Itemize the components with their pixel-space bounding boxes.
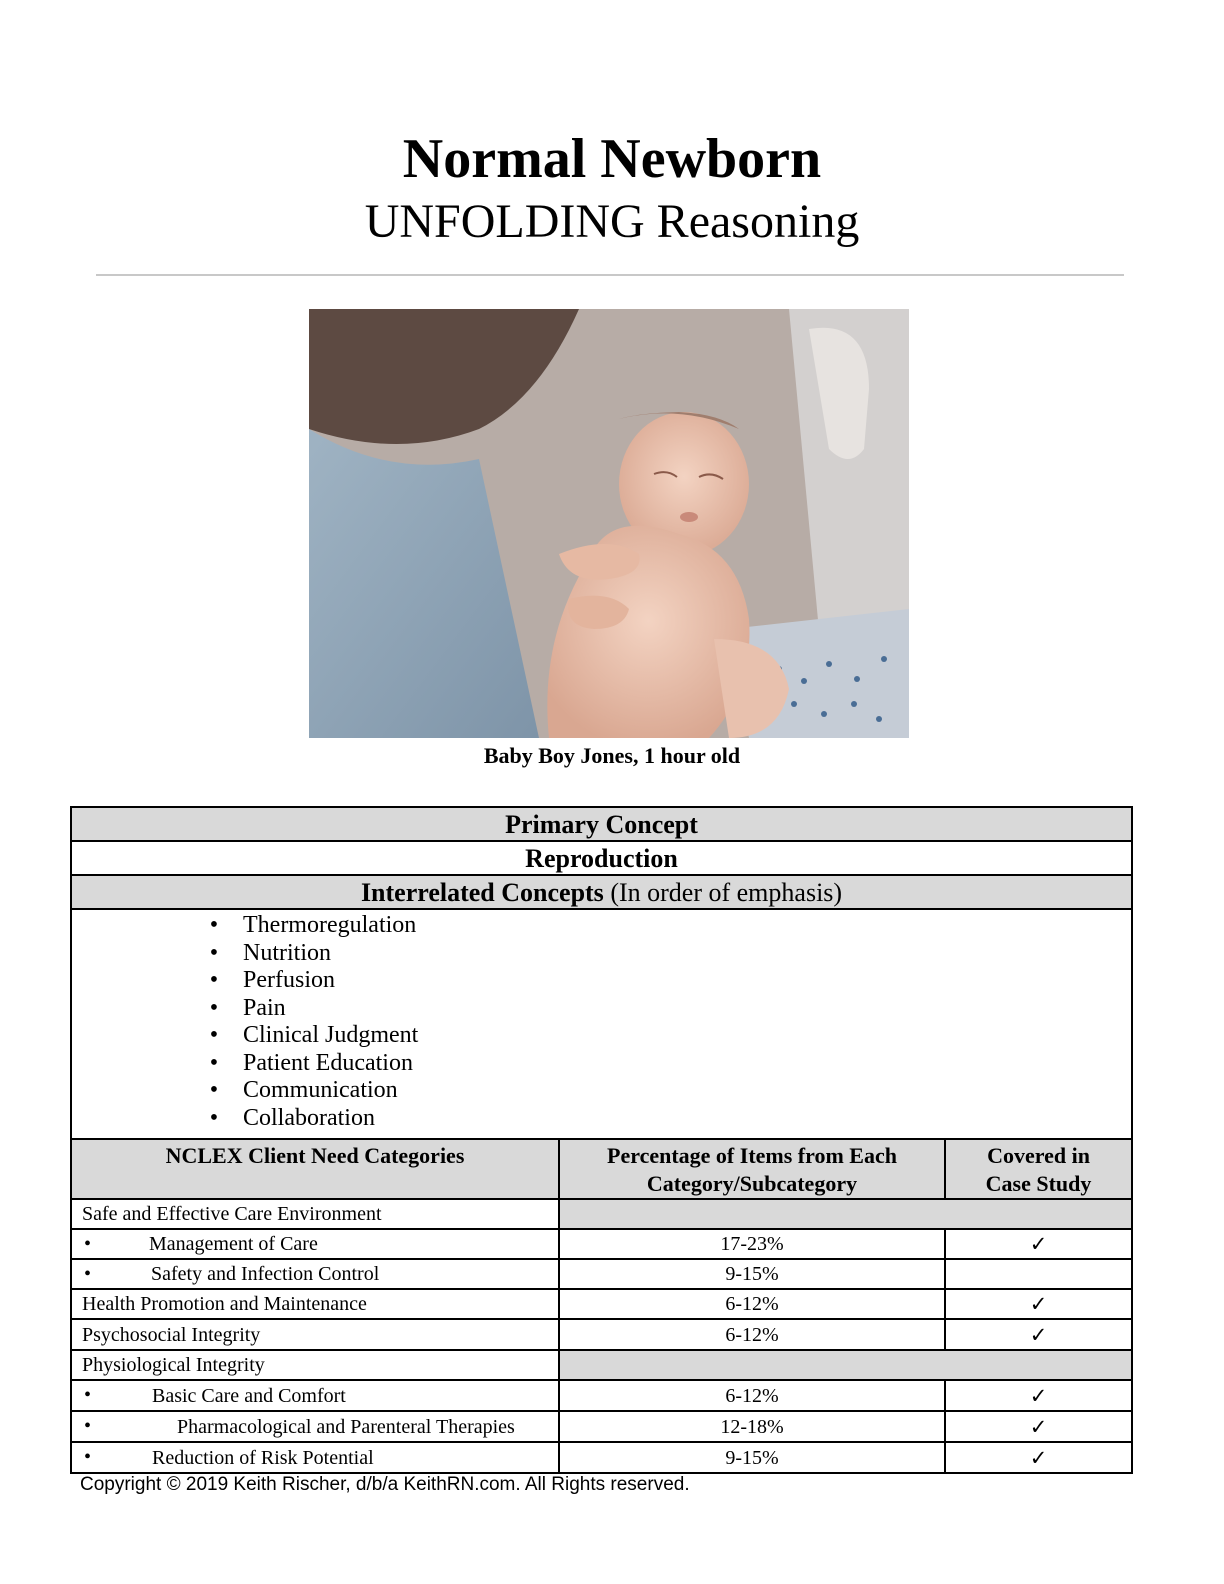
bullet-icon: • bbox=[209, 967, 219, 993]
subcategory-label: Pharmacological and Parenteral Therapies bbox=[177, 1415, 515, 1438]
table-row bbox=[71, 1380, 1132, 1411]
category-label: Safe and Effective Care Environment bbox=[71, 1199, 559, 1229]
check-icon: ✓ bbox=[945, 1289, 1132, 1319]
concept-label: Perfusion bbox=[243, 967, 335, 993]
bullet-icon: • bbox=[84, 1384, 92, 1406]
bullet-icon: • bbox=[209, 994, 219, 1021]
newborn-photo bbox=[309, 309, 909, 738]
category-label: Psychosocial Integrity bbox=[71, 1319, 559, 1350]
subcategory-label: Management of Care bbox=[149, 1233, 318, 1255]
page-title: Normal Newborn bbox=[402, 128, 822, 190]
list-item bbox=[72, 912, 1131, 940]
list-item bbox=[72, 995, 1131, 1023]
primary-concept-value: Reproduction bbox=[71, 841, 1132, 875]
covered-header bbox=[945, 1139, 1132, 1199]
concept-label: Thermoregulation bbox=[243, 912, 417, 938]
table-row bbox=[71, 1319, 1132, 1350]
check-icon: ✓ bbox=[945, 1411, 1132, 1442]
subcategory-label: Reduction of Risk Potential bbox=[152, 1446, 374, 1469]
interrelated-concepts-list bbox=[71, 909, 1132, 1139]
concept-label: Communication bbox=[243, 1077, 398, 1103]
copyright-notice: Copyright © 2019 Keith Rischer, d/b/a KeithRN.com. All Rights reserved. bbox=[80, 1474, 690, 1495]
bullet-icon: • bbox=[84, 1233, 92, 1255]
percentage-value: 17-23% bbox=[559, 1229, 945, 1259]
covered-value bbox=[945, 1259, 1132, 1289]
bullet-icon: • bbox=[209, 1049, 219, 1076]
photo-caption: Baby Boy Jones, 1 hour old bbox=[483, 743, 741, 768]
list-item bbox=[72, 967, 1131, 995]
concept-label: Nutrition bbox=[243, 939, 331, 966]
table-row bbox=[71, 1229, 1132, 1259]
concept-label: Patient Education bbox=[243, 1049, 413, 1076]
page-subtitle: UNFOLDING Reasoning bbox=[364, 195, 860, 248]
table-row bbox=[71, 1259, 1132, 1289]
percentage-value: 6-12% bbox=[559, 1289, 945, 1319]
newborn-photo-illustration bbox=[309, 309, 909, 738]
primary-concept-header bbox=[71, 807, 1132, 841]
interrelated-concepts-note: (In order of emphasis) bbox=[610, 877, 843, 907]
percentage-header bbox=[559, 1139, 945, 1199]
percentage-value: 12-18% bbox=[559, 1411, 945, 1442]
table-row bbox=[71, 1442, 1132, 1473]
bullet-icon: • bbox=[84, 1263, 92, 1285]
table-row bbox=[71, 1350, 1132, 1380]
percentage-value: 9-15% bbox=[559, 1259, 945, 1289]
covered-header-line1: Covered in bbox=[987, 1143, 1090, 1168]
list-item bbox=[72, 940, 1131, 968]
concept-and-nclex-table bbox=[70, 806, 1133, 1474]
category-spacer bbox=[559, 1199, 1132, 1229]
subcategory-label: Basic Care and Comfort bbox=[152, 1384, 346, 1407]
check-icon: ✓ bbox=[945, 1380, 1132, 1411]
check-icon: ✓ bbox=[945, 1442, 1132, 1473]
subcategory-cell bbox=[71, 1259, 559, 1289]
bullet-icon: • bbox=[84, 1446, 92, 1468]
category-spacer bbox=[559, 1350, 1132, 1380]
percentage-value: 6-12% bbox=[559, 1380, 945, 1411]
concept-label: Pain bbox=[243, 994, 286, 1021]
percentage-header-line2: Category/Subcategory bbox=[646, 1171, 858, 1196]
percentage-value: 6-12% bbox=[559, 1319, 945, 1350]
category-label: Health Promotion and Maintenance bbox=[71, 1289, 559, 1319]
concept-label: Clinical Judgment bbox=[243, 1022, 419, 1048]
subcategory-label: Safety and Infection Control bbox=[151, 1263, 380, 1285]
nclex-categories-header: NCLEX Client Need Categories bbox=[71, 1139, 559, 1199]
list-item bbox=[72, 1050, 1131, 1078]
bullet-icon: • bbox=[209, 1022, 219, 1048]
concept-label: Collaboration bbox=[243, 1104, 375, 1131]
bullet-icon: • bbox=[209, 912, 219, 938]
table-row bbox=[71, 1411, 1132, 1442]
check-icon: ✓ bbox=[945, 1229, 1132, 1259]
divider bbox=[96, 274, 1124, 276]
primary-concept-label: Primary Concept bbox=[505, 809, 698, 839]
subcategory-cell bbox=[71, 1411, 559, 1442]
covered-header-line2: Case Study bbox=[985, 1171, 1092, 1196]
table-row bbox=[71, 1289, 1132, 1319]
check-icon: ✓ bbox=[945, 1319, 1132, 1350]
subcategory-cell bbox=[71, 1229, 559, 1259]
subcategory-cell bbox=[71, 1380, 559, 1411]
bullet-icon: • bbox=[209, 1077, 219, 1103]
interrelated-concepts-label: Interrelated Concepts bbox=[360, 877, 604, 907]
bullet-icon: • bbox=[209, 1104, 219, 1131]
interrelated-concepts-header bbox=[71, 875, 1132, 909]
subcategory-cell bbox=[71, 1442, 559, 1473]
bullet-icon: • bbox=[209, 939, 219, 966]
bullet-icon: • bbox=[84, 1415, 92, 1437]
percentage-value: 9-15% bbox=[559, 1442, 945, 1473]
percentage-header-line1: Percentage of Items from Each bbox=[607, 1143, 897, 1168]
list-item bbox=[72, 1077, 1131, 1105]
list-item bbox=[72, 1022, 1131, 1050]
category-label: Physiological Integrity bbox=[71, 1350, 559, 1380]
list-item bbox=[72, 1105, 1131, 1133]
table-row bbox=[71, 1199, 1132, 1229]
